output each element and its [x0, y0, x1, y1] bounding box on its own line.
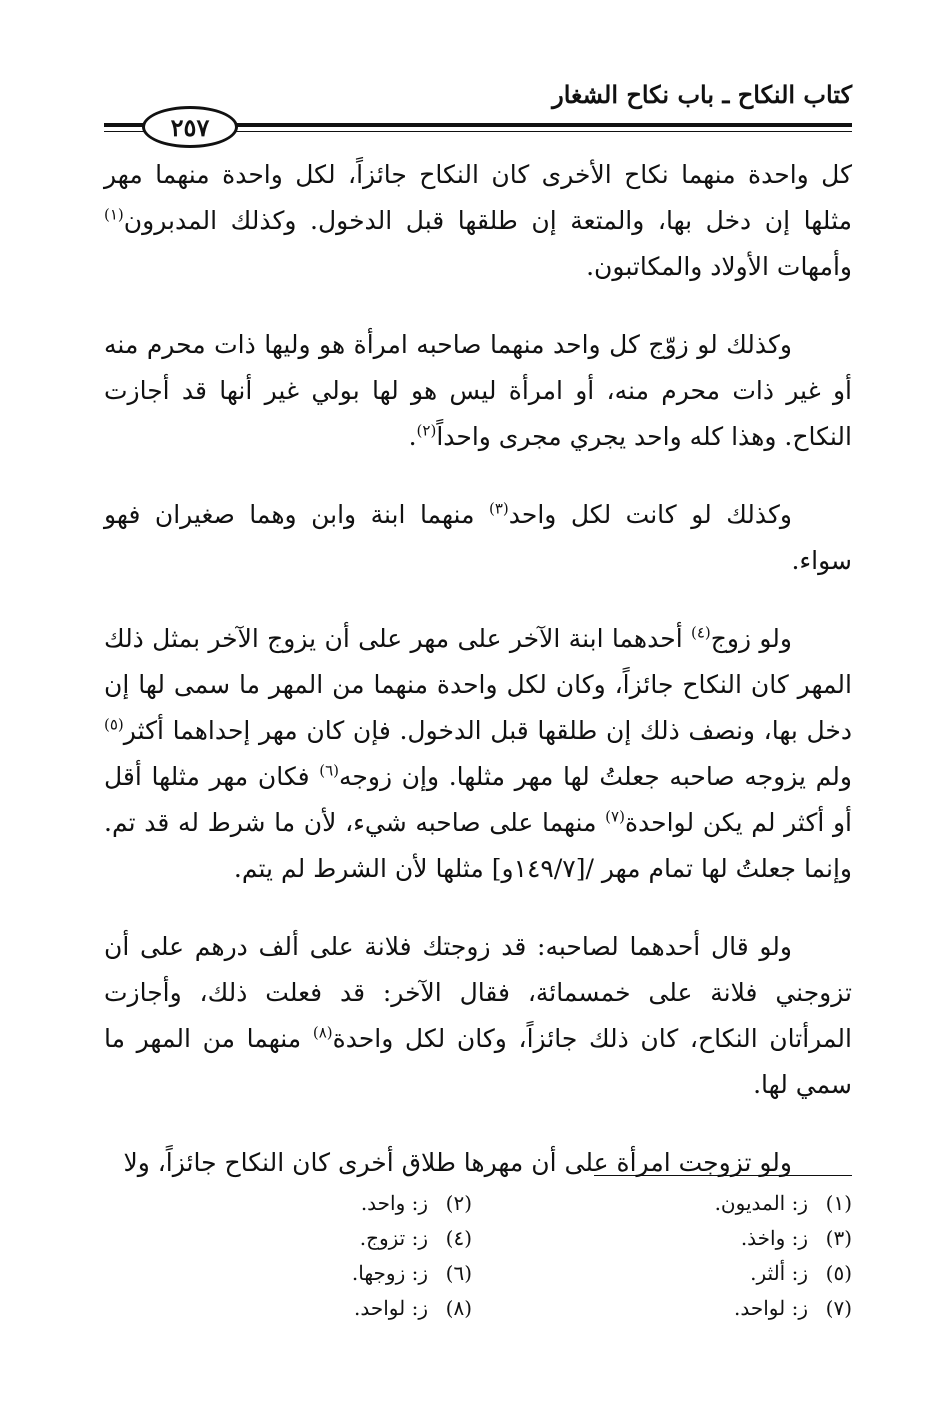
footnote-ref: (٦)	[319, 761, 340, 780]
paragraph-text: كل واحدة منهما نكاح الأخرى كان النكاح جائزاً، لكل واحدة منهما مهر مثلها إن دخل بها، والمتعة إن طلقها قبل الدخول. وكذلك المدبرون	[104, 160, 852, 235]
footnotes-list	[152, 1186, 852, 1326]
paragraph-text: منهما على صاحبه شيء، لأن ما شرط له قد تم. وإنما جعلتُ لها تمام مهر /[١٤٩/٧و] مثلها لأن الشرط لم يتم.	[104, 808, 852, 883]
footnote-number: (٢)	[445, 1191, 472, 1215]
main-text	[104, 152, 852, 1218]
footnote-ref: (٣)	[488, 499, 509, 518]
footnote-number: (٧)	[825, 1296, 852, 1320]
footnote-text: ز: لواحد.	[734, 1296, 808, 1320]
footnote-ref: (٧)	[605, 807, 625, 826]
paragraph	[104, 152, 852, 290]
footnote-text: ز: واخذ.	[740, 1226, 808, 1250]
running-header-title: كتاب النكاح ـ باب نكاح الشغار	[552, 80, 852, 109]
page-number: ٢٥٧	[170, 112, 210, 142]
paragraph-text: أحدهما ابنة الآخر على مهر على أن يزوج الآخر بمثل ذلك المهر كان النكاح جائزاً، وكان لكل واحدة منهما من المهر ما سمى لها إن دخل بها، ونصف ذلك إن طلقها قبل الدخول. فإن كان مهر إحداهما أكثر	[104, 624, 852, 745]
paragraph-text: فكان مهر مثلها أقل أو أكثر لم يكن لواحدة	[104, 762, 852, 837]
footnote-ref: (٢)	[416, 421, 437, 440]
footnote-separator	[594, 1175, 852, 1176]
paragraph	[104, 492, 852, 584]
footnote-item	[472, 1221, 852, 1256]
footnote-ref: (١)	[104, 205, 124, 224]
paragraph	[104, 1140, 852, 1186]
footnote-text: ز: المديون.	[714, 1191, 808, 1215]
footnote-text: ز: لواحد.	[354, 1296, 428, 1320]
paragraph	[104, 322, 852, 460]
footnote-text: ز: زوجها.	[351, 1261, 428, 1285]
paragraph-text: وأمهات الأولاد والمكاتبون.	[586, 252, 852, 281]
footnote-number: (١)	[825, 1191, 852, 1215]
paragraph-text: ولو قال أحدهما لصاحبه: قد زوجتك فلانة على ألف درهم على أن تزوجني فلانة على خمسمائة، فقال الآخر: قد فعلت ذلك، وأجازت المرأتان النكاح، كان ذلك جائزاً، وكان لكل واحدة	[104, 932, 852, 1053]
footnote-ref: (٨)	[312, 1023, 333, 1042]
page-number-badge	[142, 106, 238, 148]
footnote-item	[472, 1291, 852, 1326]
paragraph	[104, 616, 852, 892]
footnote-number: (٦)	[445, 1261, 472, 1285]
paragraph-text: وكذلك لو زوّج كل واحد منهما صاحبه امرأة هو وليها ذات محرم منه أو غير ذات محرم منه، أو امرأة ليس هو لها بولي غير أنها قد أجازت النكاح. وهذا كله واحد يجري مجرى واحداً	[104, 330, 852, 451]
paragraph-text: وكذلك لو كانت لكل واحد	[508, 500, 792, 529]
footnote-item	[472, 1256, 852, 1291]
footnote-item	[152, 1186, 472, 1221]
paragraph	[104, 924, 852, 1108]
footnote-number: (٣)	[825, 1226, 852, 1250]
paragraph-text: ولو زوج	[710, 624, 792, 653]
footnote-ref: (٥)	[104, 715, 124, 734]
footnote-text: ز: تزوج.	[359, 1226, 428, 1250]
footnote-number: (٤)	[445, 1226, 472, 1250]
paragraph-text: منهما ابنة وابن وهما صغيران فهو سواء.	[104, 500, 852, 575]
paragraph-text: ولو تزوجت امرأة على أن مهرها طلاق أخرى كان النكاح جائزاً، ولا	[123, 1148, 792, 1177]
paragraph-text: منهما من المهر ما سمي لها.	[104, 1024, 852, 1099]
footnote-item	[152, 1221, 472, 1256]
footnote-text: ز: ألثر.	[750, 1261, 808, 1285]
footnote-number: (٨)	[445, 1296, 472, 1320]
footnote-item	[152, 1256, 472, 1291]
paragraph-text: .	[408, 422, 417, 451]
footnote-number: (٥)	[825, 1261, 852, 1285]
footnote-ref: (٤)	[690, 623, 711, 642]
footnote-item	[152, 1291, 472, 1326]
paragraph-text: ولم يزوجه صاحبه جعلتُ لها مهر مثلها. وإن زوجه	[339, 762, 852, 791]
footnote-text: ز: واحد.	[360, 1191, 428, 1215]
footnote-item	[472, 1186, 852, 1221]
